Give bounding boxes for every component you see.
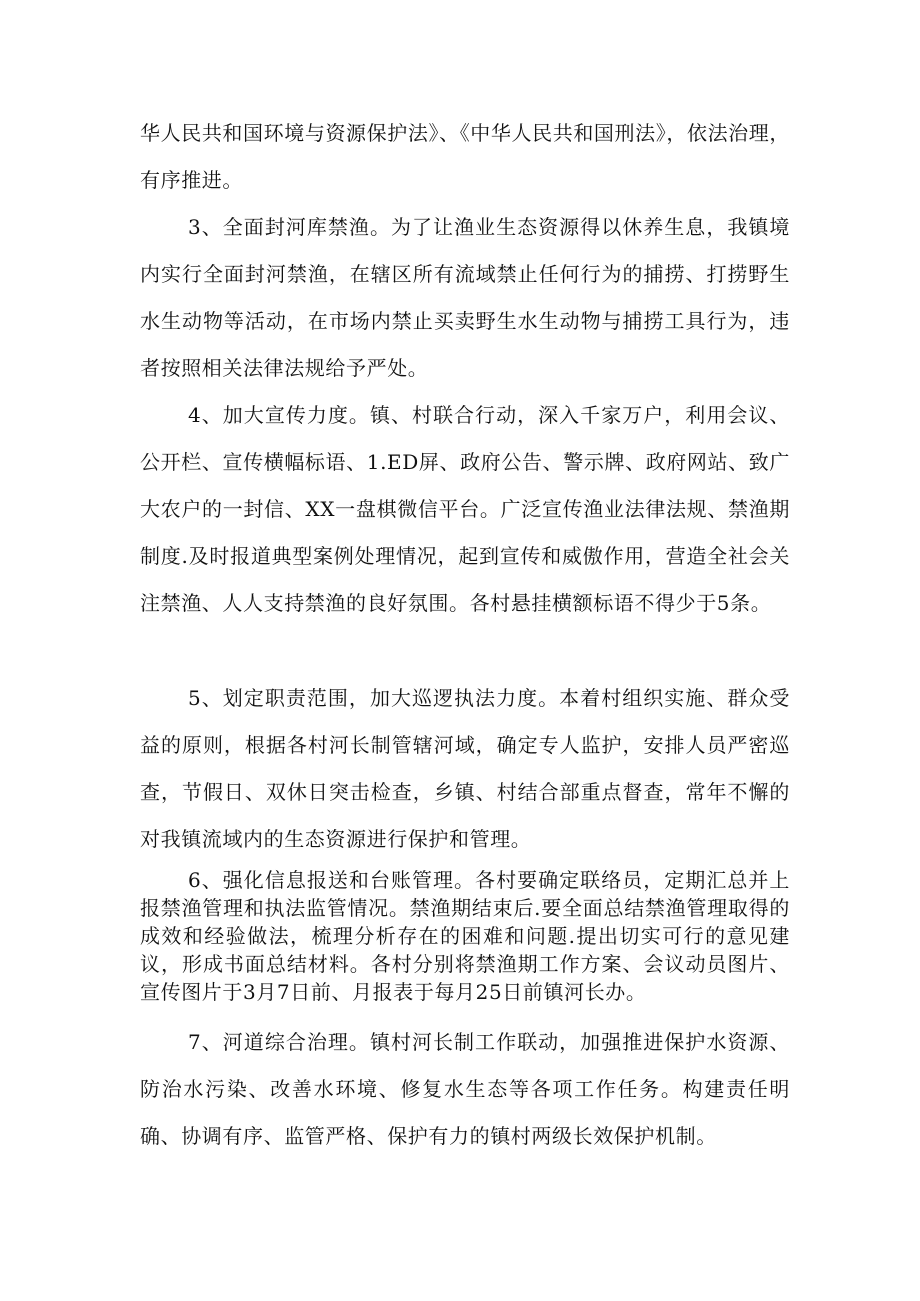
paragraph-item-4: 4、加大宣传力度。镇、村联合行动，深入千家万户，利用会议、公开栏、宣传横幅标语、1.ED屏、政府公告、警示牌、政府网站、致广大农户的一封信、XX一盘棋微信平台。广泛宣传渔业法律法规、禁渔期制度.及时报道典型案例处理情况，起到宣传和威傲作用，营造全社会关注禁渔、人人支持禁渔的良好氛围。各村悬挂横额标语不得少于5条。: [140, 403, 790, 615]
paragraph-item-6: 6、强化信息报送和台账管理。各村要确定联络员，定期汇总并上报禁渔管理和执法监管情况。禁渔期结束后.要全面总结禁渔管理取得的成效和经验做法，梳理分析存在的困难和问题.提出切实可行的意见建议，形成书面总结材料。各村分别将禁渔期工作方案、会议动员图片、宣传图片于3月7日前、月报表于每月25日前镇河长办。: [140, 868, 790, 1004]
paragraph-item-3: 3、全面封河库禁渔。为了让渔业生态资源得以休养生息，我镇境内实行全面封河禁渔，在辖区所有流域禁止任何行为的捕捞、打捞野生水生动物等活动，在市场内禁止买卖野生水生动物与捕捞工具行为，违者按照相关法律法规给予严处。: [140, 215, 790, 380]
paragraph-item-5: 5、划定职责范围，加大巡逻执法力度。本着村组织实施、群众受益的原则，根据各村河长制管辖河域，确定专人监护，安排人员严密巡查，节假日、双休日突击检查，乡镇、村结合部重点督查，常年不懈的对我镇流域内的生态资源进行保护和管理。: [140, 686, 790, 851]
paragraph-item-7: 7、河道综合治理。镇村河长制工作联动，加强推进保护水资源、防治水污染、改善水环境、修复水生态等各项工作任务。构建责任明确、协调有序、监管严格、保护有力的镇村两级长效保护机制。: [140, 1030, 790, 1148]
paragraph-continued: 华人民共和国环境与资源保护法》、《中华人民共和国刑法》，依法治理，有序推进。: [140, 121, 790, 192]
